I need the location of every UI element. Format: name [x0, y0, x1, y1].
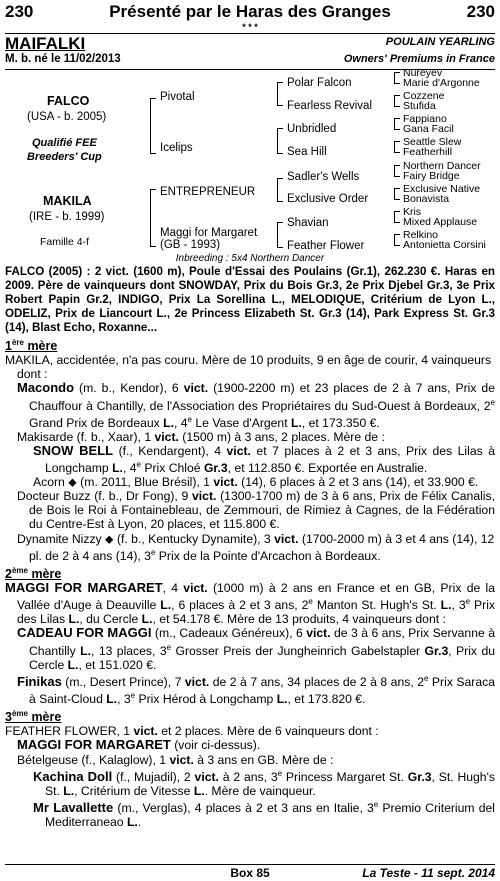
ped-g4: Antonietta Corsini [403, 239, 486, 251]
bracket [394, 165, 400, 177]
bracket [394, 234, 400, 246]
pedigree-table [5, 67, 495, 253]
birth-info: M. b. né le 11/02/2013 [5, 53, 121, 65]
bracket [394, 141, 400, 153]
ped-g2: Pivotal [160, 91, 195, 103]
bracket [277, 222, 283, 248]
ped-g2: Icelips [160, 142, 193, 154]
produce-entry: CADEAU FOR MAGGI (m., Cadeaux Généreux), 6 vict. de 3 à 6 ans, Prix Servanne à Chantilly L., 13 places, 3e Grosser Preis der Jungheinrich Gabelstapler Gr.3, Prix du Cercle L., et 151.020 €. [17, 625, 496, 672]
premiums-label: Owners' Premiums in France [343, 53, 495, 65]
bracket [277, 82, 283, 106]
produce-entry: Dynamite Nizzy ⬥ (f. b., Kentucky Dynamite), 3 vict. (1700-2000 m) à 3 et 4 ans (14), 12 pl. de 2 à 4 ans (14), 3e Prix de la Pointe d'Arcachon à Bordeaux. [17, 531, 495, 563]
ped-g4: Bonavista [403, 193, 450, 205]
page-header [5, 0, 495, 22]
header-stars: * * * [242, 22, 258, 32]
ped-g4: Northern Dancer [403, 160, 481, 172]
horse-name: MAIFALKI [5, 34, 86, 53]
inbreeding-note: Inbreeding : 5x4 Northern Dancer [175, 253, 325, 264]
ped-g4: Exclusive Native [403, 183, 481, 195]
lot-number-right: 230 [466, 2, 495, 21]
bracket [150, 189, 156, 247]
ped-g4: Gana Facil [403, 123, 454, 135]
ped-g3: Exclusive Order [287, 193, 369, 205]
ped-g4: Mixed Applause [403, 216, 478, 228]
lot-number-left: 230 [5, 2, 34, 21]
ped-g4: Seattle Slew [403, 136, 462, 148]
consignor-title: Présenté par le Haras des Granges [109, 2, 391, 21]
ped-g4: Marie d'Argonne [403, 77, 480, 89]
ped-g4: Stufida [403, 100, 436, 112]
ped-g4: Featherhill [403, 146, 453, 158]
ped-g4: Kris [403, 206, 422, 218]
section-heading: 1ère mère [5, 338, 58, 354]
produce-entry: MAGGI FOR MARGARET (voir ci-dessus). [17, 737, 261, 753]
section-heading: 3ème mère [5, 709, 62, 725]
dam-origin: (IRE - b. 1999) [29, 211, 105, 223]
sire-note-1: Qualifié FEE [32, 137, 97, 149]
dam-record: FEATHER FLOWER, 1 vict. et 2 places. Mère de 6 vainqueurs dont : [5, 724, 379, 739]
horse-category: POULAIN YEARLING [385, 36, 495, 48]
ped-g3: Fearless Revival [287, 100, 372, 112]
ped-g4: Nureyev [403, 67, 443, 79]
produce-entry: Acorn ⬥ (m. 2011, Blue Brésil), 1 vict. (14), 6 places à 2 et 3 ans (14), et 33.900 €. [33, 475, 479, 490]
ped-g3: Unbridled [287, 123, 337, 135]
produce-entry: Docteur Buzz (f. b., Dr Fong), 9 vict. (1300-1700 m) de 3 à 6 ans, Prix de Félix Canalis, de Bois le Roi à Fontainebleau, de Zemmouri, de Rimiez à Cagnes, de la Fédération du Centre-Est à Lyon, 20 places, et 115.800 €. [17, 489, 495, 532]
box-number: Box 85 [230, 866, 270, 880]
bracket [394, 72, 400, 84]
dam-family: Famille 4-f [40, 236, 90, 248]
horse-title-row [5, 34, 495, 53]
sale-place-date: La Teste - 11 sept. 2014 [362, 866, 495, 880]
catalogue-text [5, 265, 495, 829]
ped-g3: Sea Hill [287, 146, 327, 158]
bracket [394, 118, 400, 130]
dam-record: MAGGI FOR MARGARET, 4 vict. (1000 m) à 2 ans en France et en GB, Prix de la Vallée d'Auge à Deauville L., 6 places à 2 et 3 ans, 2e Manton St. Hugh's St. L., 3e Prix des Lilas L., du Cercle L., et 54.178 €. Mère de 13 produits, 4 vainqueurs dont : [5, 580, 496, 627]
ped-g2: (GB - 1993) [160, 239, 221, 251]
produce-entry: Finikas (m., Desert Prince), 7 vict. de 2 à 7 ans, 34 places de 2 à 8 ans, 2e Prix Saraca à Saint-Cloud L., 3e Prix Hérod à Longchamp L., et 173.820 €. [17, 673, 496, 706]
ped-g3: Sadler's Wells [287, 171, 360, 183]
produce-entry: Mr Lavallette (m., Verglas), 4 places à 2 et 3 ans en Italie, 3e Premio Criterium del Mediterraneao L.. [33, 799, 495, 829]
dam-name: MAKILA [43, 194, 92, 208]
sire-note-2: Breeders' Cup [27, 151, 102, 163]
bracket [394, 188, 400, 200]
produce-entry: Macondo (m. b., Kendor), 6 vict. (1900-2200 m) et 23 places de 2 à 7 ans, Prix de Chauffour à Chantilly, de l'Association des Propriétaires du Sud-Ouest à Bordeaux, 2e Grand Prix de Bordeaux L., 4e Le Vase d'Argent L., et 173.350 €. [17, 380, 495, 430]
ped-g3: Shavian [287, 217, 329, 229]
ped-g3: Feather Flower [287, 240, 365, 252]
sire-origin: (USA - b. 2005) [27, 111, 107, 123]
sire-name: FALCO [47, 94, 90, 108]
bracket [394, 211, 400, 223]
sire-record: FALCO (2005) : 2 vict. (1600 m), Poule d'Essai des Poulains (Gr.1), 262.230 €. Haras en 2009. Père de vainqueurs dont SNOWDAY, Prix du Bois Gr.3, 2e Prix Djebel Gr.3, 3e Prix Robert Papin Gr.2, INDIGO, Prix La Sorellina L., MELODIQUE, Critérium de Lyon L., ODELIZ, Prix de Liancourt L., 2e Princess Elizabeth St. Gr.3 (14), Park Express St. Gr.3 (14), Blast Echo, Roxanne... [5, 265, 495, 334]
catalogue-page [5, 0, 495, 829]
ped-g4: Relkino [403, 229, 439, 241]
ped-g4: Fairy Bridge [403, 170, 460, 182]
ped-g4: Cozzene [403, 90, 445, 102]
bracket [150, 98, 156, 154]
bracket [277, 128, 283, 154]
bracket [277, 178, 283, 202]
ped-g2: ENTREPRENEUR [160, 186, 256, 198]
produce-entry: Kachina Doll (f., Mujadil), 2 vict. à 2 ans, 3e Princess Margaret St. Gr.3, St. Hugh's St. L., Critérium de Vitesse L.. Mère de vainqueur. [33, 768, 496, 798]
ped-g4: Fappiano [403, 113, 447, 125]
ped-g3: Polar Falcon [287, 77, 352, 89]
produce-entry: Makisarde (f. b., Xaar), 1 vict. (1500 m) à 3 ans, 2 places. Mère de : [17, 429, 385, 444]
produce-entry: Bételgeuse (f., Kalaglow), 1 vict. à 3 ans en GB. Mère de : [17, 752, 334, 767]
dam-record: MAKILA, accidentée, n'a pas couru. Mère de 10 produits, 9 en âge de courir, 4 vainqueurs dont : [5, 353, 492, 382]
produce-entry: SNOW BELL (f., Kendargent), 4 vict. et 7 places à 2 et 3 ans, Prix des Lilas à Longchamp L., 4e Prix Chloé Gr.3, et 112.850 €. Exportée en Australie. [33, 442, 495, 476]
ped-g2: Maggi for Margaret [160, 227, 258, 239]
section-heading: 2ème mère [5, 565, 62, 581]
bracket [394, 95, 400, 107]
page-footer [5, 864, 495, 881]
